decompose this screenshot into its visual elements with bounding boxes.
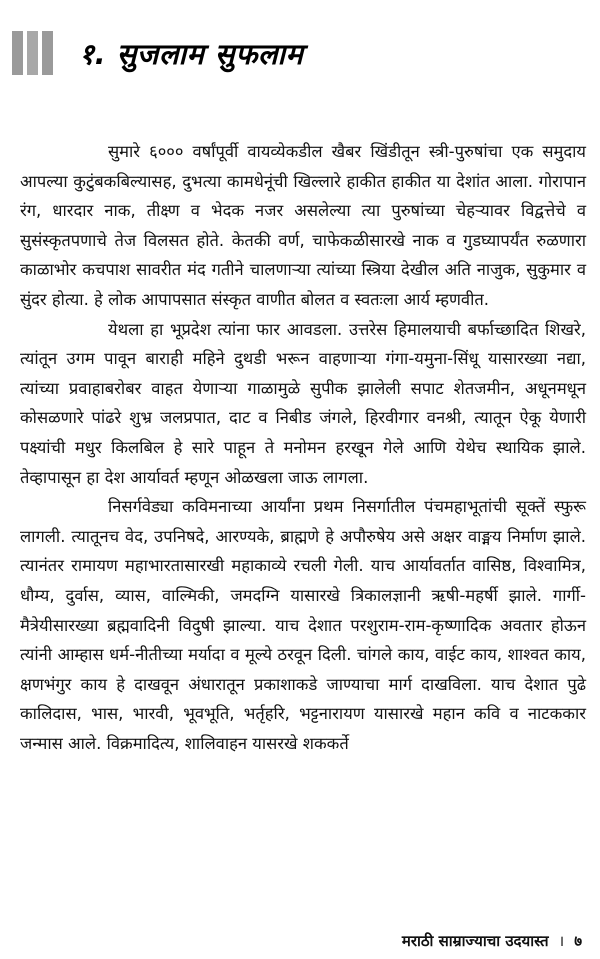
marker-bar: [42, 31, 53, 75]
paragraph: सुमारे ६००० वर्षांपूर्वी वायव्येकडील खैबर खिंडीतून स्त्री-पुरुषांचा एक समुदाय आपल्या कुटुंबकबिल्यासह, दुभत्या कामधेनूंची खिल्लारे हाकीत हाकीत या देशांत आला. गोरापान रंग, धारदार नाक, तीक्ष्ण व भेदक नजर असलेल्या त्या पुरुषांच्या चेहऱ्यावर विद्वत्तेचे व सुसंस्कृतपणाचे तेज विलसत होते. केतकी वर्ण, चाफेकळीसारखे नाक व गुडघ्यापर्यंत रुळणारा काळाभोर कचपाश सावरीत मंद गतीने चालणाऱ्या त्यांच्या स्त्रिया देखील अति नाजुक, सुकुमार व सुंदर होत्या. हे लोक आपापसात संस्कृत वाणीत बोलत व स्वतःला आर्य म्हणवीत.: [20, 142, 586, 309]
chapter-marker-bars: [12, 31, 53, 75]
chapter-title: १. सुजलाम सुफलाम: [79, 36, 304, 71]
footer-separator: ।: [558, 932, 565, 950]
page-number: ७: [574, 932, 582, 950]
chapter-heading: [12, 28, 303, 78]
page-footer: [402, 931, 582, 951]
footer-book-title: मराठी साम्राज्याचा उदयास्त: [401, 932, 549, 950]
paragraph: निसर्गवेड्या कविमनाच्या आर्यांना प्रथम निसर्गातील पंचमहाभूतांची सूक्तें स्फुरू लागली. त्यातूनच वेद, उपनिषदे, आरण्यके, ब्राह्मणे हे अपौरुषेय असे अक्षर वाङ्मय निर्माण झाले. त्यानंतर रामायण महाभारतासारखी महाकाव्ये रचली गेली. याच आर्यावर्तात वासिष्ठ, विश्वामित्र, धौम्य, दुर्वास, व्यास, वाल्मिकी, जमदग्नि यासारखे त्रिकालज्ञानी ऋषी-महर्षी झाले. गार्गी-मैत्रेयीसारख्या ब्रह्मवादिनी विदुषी झाल्या. याच देशात परशुराम-राम-कृष्णादिक अवतार होऊन त्यांनी आम्हास धर्म-नीतीच्या मर्यादा व मूल्ये ठरवून दिली. चांगले काय, वाईट काय, शाश्वत काय, क्षणभंगुर काय हे दाखवून अंधारातून प्रकाशाकडे जाण्याचा मार्ग दाखविला. याच देशात पुढे कालिदास, भास, भारवी, भूवभूति, भर्तृहरि, भट्टनारायण यासारखे महान कवि व नाटककार जन्मास आले. विक्रमादित्य, शालिवाहन यासरखे शककर्ते: [20, 497, 586, 753]
body-text: [20, 137, 586, 758]
marker-bar: [27, 31, 38, 75]
paragraph: येथला हा भूप्रदेश त्यांना फार आवडला. उत्तरेस हिमालयाची बर्फाच्छादित शिखरे, त्यांतून उगम पावून बाराही महिने दुथडी भरून वाहणाऱ्या गंगा-यमुना-सिंधू यासारख्या नद्या, त्यांच्या प्रवाहाबरोबर वाहत येणाऱ्या गाळामुळे सुपीक झालेली सपाट शेतजमीन, अधूनमधून कोसळणारे पांढरे शुभ्र जलप्रपात, दाट व निबीड जंगले, हिरवीगार वनश्री, त्यातून ऐकू येणारी पक्ष्यांची मधुर किलबिल हे सारे पाहून ते मनोमन हरखून गेले आणि येथेच स्थायिक झाले. तेव्हापासून हा देश आर्यावर्त म्हणून ओळखला जाऊ लागला.: [20, 319, 586, 487]
marker-bar: [12, 31, 23, 75]
